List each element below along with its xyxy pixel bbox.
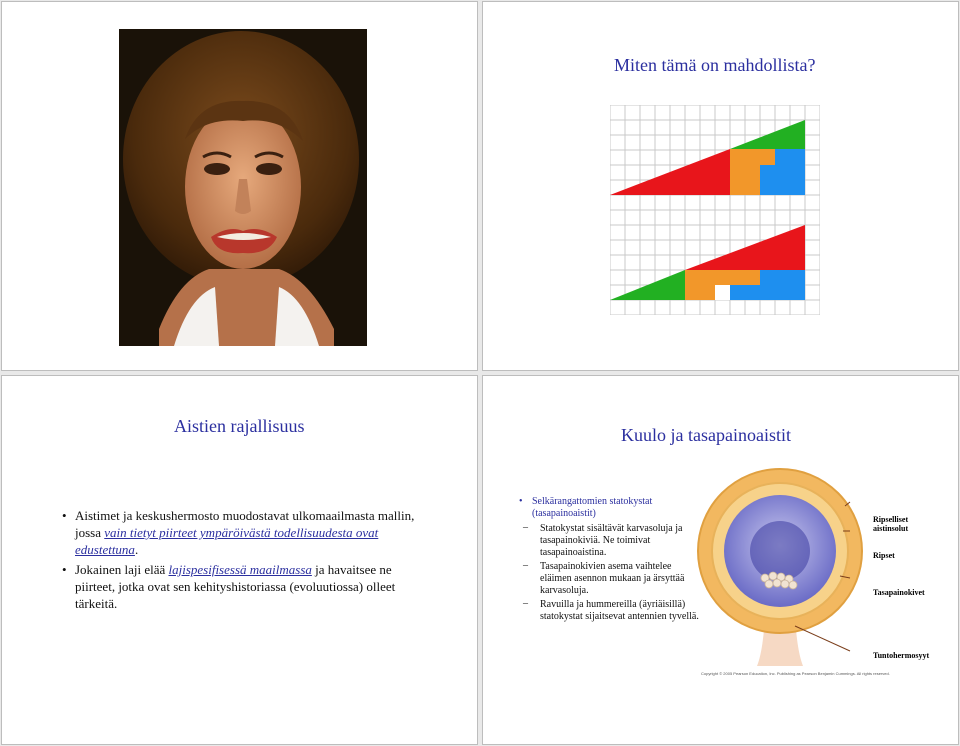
copyright-text: Copyright © 2005 Pearson Education, Inc. Publishing as Pearson Benjamin Cummings. All rights reserved. — [701, 671, 890, 676]
blue-square-bottom — [760, 270, 805, 285]
bullet-text: Jokainen laji elää — [75, 562, 169, 577]
slide-puzzle — [482, 1, 959, 371]
bullet-species — [62, 561, 422, 612]
label-ripset: Ripset — [873, 551, 895, 560]
statocyst-bullet — [519, 496, 699, 520]
bullet-link[interactable]: lajispesifisessä maailmassa — [168, 562, 312, 577]
triangle-puzzle-figure — [610, 105, 820, 315]
slide-hearing-balance — [482, 375, 959, 745]
statocyst-diagram — [695, 466, 865, 666]
bullet-model — [62, 507, 422, 558]
sub-bullet-text: Statokystat sisältävät karvasoluja ja tasapainokiviä. Ne toimivat tasapainoaistina. — [540, 523, 683, 558]
bullet-text: Aistimet ja keskushermosto muodostavat ulkomaailmasta mallin, jossa — [75, 508, 415, 540]
sub-bullet — [519, 599, 699, 623]
bullet-text: Selkärangattomien statokystat (tasapainoaistit) — [532, 496, 653, 519]
sub-bullet — [519, 523, 699, 559]
slide-sense-limits — [1, 375, 478, 745]
missing-square — [715, 285, 730, 300]
slide-title: Aistien rajallisuus — [174, 416, 305, 436]
slide-photo — [1, 1, 478, 371]
face-photo — [119, 29, 367, 346]
sub-bullet — [519, 561, 699, 597]
bullet-text-end: . — [134, 542, 139, 557]
sub-bullet-text: Ravuilla ja hummereilla (äyriäisillä) statokystat sijaitsevat antennien tyvellä. — [540, 599, 699, 622]
slide-title: Kuulo ja tasapainoaistit — [621, 425, 791, 445]
bullet-text-end: ja havaitsee ne piirteet, jotka ovat sen kehityshistoriassa (evoluutiossa) olleet tärkeitä. — [75, 562, 396, 611]
label-ripselliset: Ripselliset aistinsolut — [873, 515, 909, 533]
sub-bullet-text: Tasapainokivien asema vaihtelee eläimen asennon mukaan ja ärsyttää karvasoluja. — [540, 561, 685, 596]
label-tuntohermosyyt: Tuntohermosyyt — [873, 651, 930, 660]
slide-title: Miten tämä on mahdollista? — [614, 55, 816, 75]
label-tasapainokivet: Tasapainokivet — [873, 588, 925, 597]
orange-fill-top — [730, 180, 760, 195]
bullet-link[interactable]: vain tietyt piirteet ympäröivästä todellisuudesta ovat edustettuna — [75, 525, 379, 557]
